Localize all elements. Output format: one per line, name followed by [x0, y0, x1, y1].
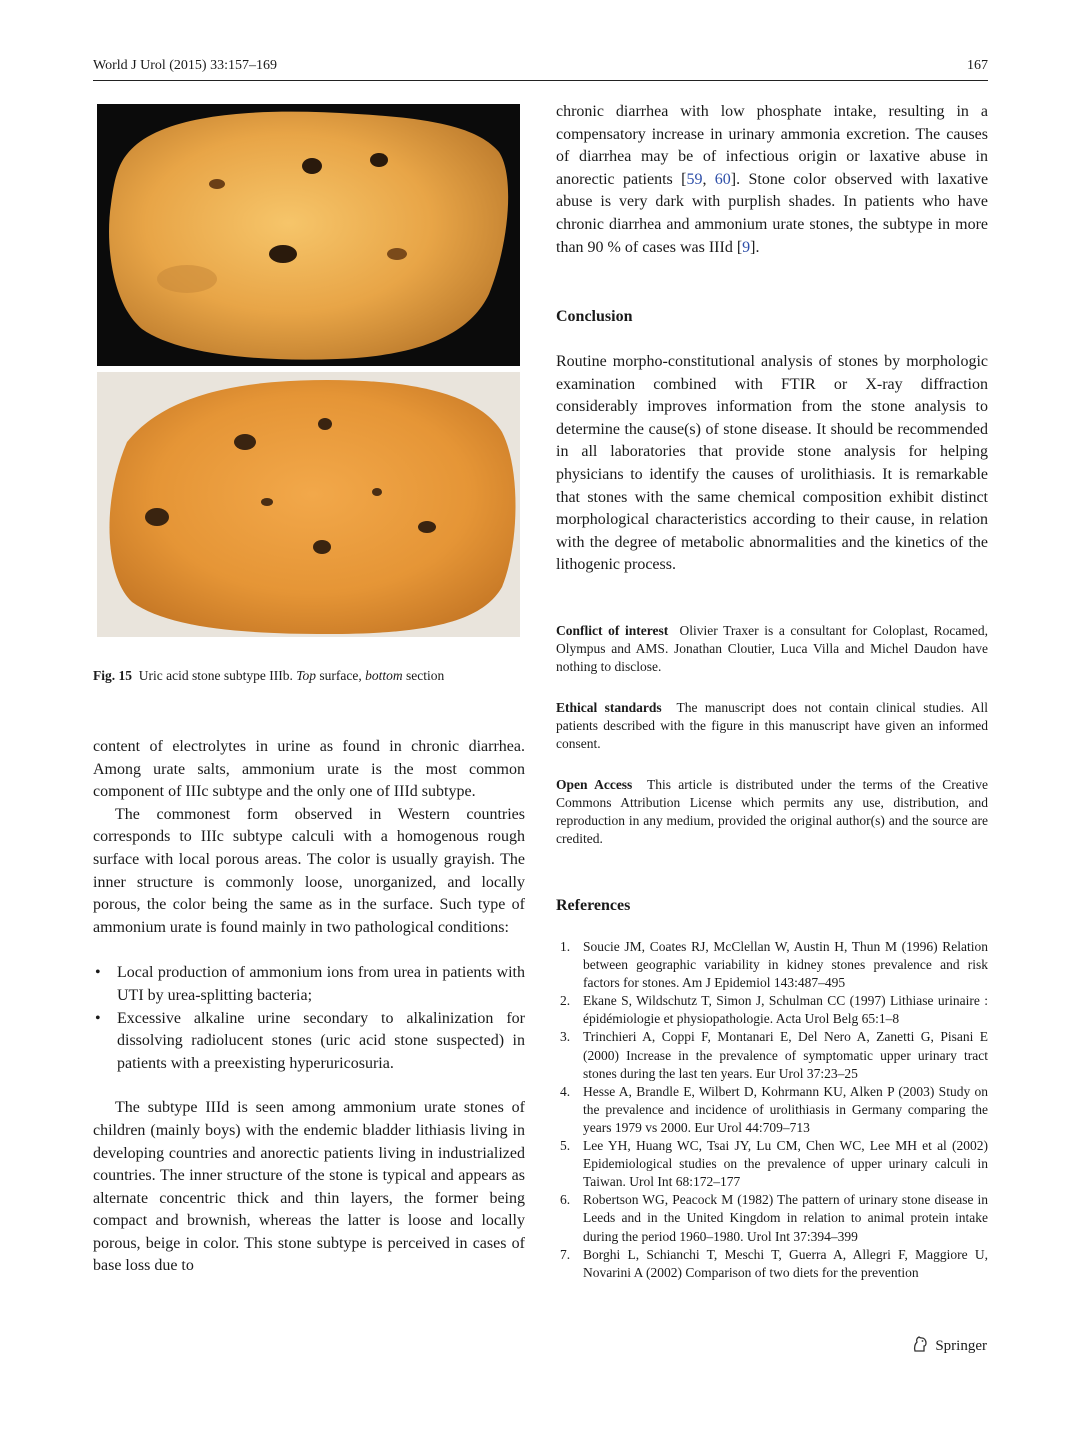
reference-number: 7. — [560, 1246, 571, 1262]
reference-item — [556, 992, 988, 1028]
oa-text: This article is distributed under the terms of the Creative Commons Attribution License which permits any use, distribution, and reproduction in any medium, provided the original author(s) and the source are credited. — [556, 777, 989, 847]
caption-mid: surface, — [319, 668, 362, 683]
figure-photo-top-surface — [97, 104, 520, 366]
reference-number: 5. — [560, 1138, 571, 1154]
reference-text: Soucie JM, Coates RJ, McClellan W, Austin H, Thun M (1996) Relation between geographic variability in kidney stones prevalence and risk factors for stones. Am J Epidemiol 143:487–495 — [583, 939, 988, 991]
reference-text: Hesse A, Brandle E, Wilbert D, Kohrmann KU, Alken P (2003) Study on the prevalence and incidence of urolithiasis in Germany comparing the years 1979 vs 2000. Eur Urol 44:709–713 — [583, 1083, 988, 1135]
reference-item — [556, 1246, 988, 1282]
references-heading: References — [556, 897, 631, 914]
left-paragraph-2: The commonest form observed in Western countries corresponds to IIIc subtype calculi with a homogenous rough surface with local porous areas. The color is usually grayish. The inner structure is commonly loose, unorganized, and locally porous, the color being the same as in the surface. Such type of ammonium urate is found mainly in two pathological conditions: — [93, 805, 525, 936]
caption-prefix: Uric acid stone subtype IIIb. — [138, 668, 293, 683]
bullet-list — [93, 962, 525, 1075]
right-paragraph-1-text: chronic diarrhea with low phosphate intake, resulting in a compensatory increase in urinary ammonia excretion. The causes of diarrhea may be of infectious origin or laxative abuse in anorectic patients — [556, 103, 988, 188]
conflict-of-interest — [556, 622, 988, 676]
citation-link[interactable]: 60 — [714, 170, 731, 188]
citation-link[interactable]: 59 — [686, 170, 703, 188]
figure-label: Fig. 15 — [93, 668, 132, 683]
figure-photo-bottom-section — [97, 372, 520, 637]
reference-number: 2. — [560, 993, 571, 1009]
ethical-standards — [556, 699, 988, 753]
springer-horse-icon — [911, 1335, 929, 1358]
conclusion-text: Routine morpho-constitutional analysis of stones by morphologic examination combined with FTIR or X-ray diffraction considerably improves information from the stone analysis to determine the cause(s) of stone disease. It should be recommended in all laboratories that provide stone analysis for helping physicians to identify the causes of urolithiasis. It is remarkable that stones with the same chemical composition exhibit distinct morphological characteristics according to their cause, in relation with the degree of metabolic abnormalities and the kinetics of the lithogenic process. — [556, 353, 988, 574]
reference-text: Borghi L, Schianchi T, Meschi T, Guerra A, Allegri F, Maggiore U, Novarini A (2002) Comparison of two diets for the prevention — [583, 1246, 988, 1280]
right-paragraph-1: chronic diarrhea with low phosphate intake, resulting in a compensatory increase in urinary ammonia excretion. The causes of diarrhea may be of infectious origin or laxative abuse in anorectic patients [59, 60]. Stone color observed with laxative abuse is very dark with purplish shades. In patients who have chronic diarrhea and ammonium urate stones, the subtype in more than 90 % of cases was IIId [9]. — [556, 103, 989, 256]
header-rule — [93, 80, 988, 81]
reference-number: 6. — [560, 1192, 571, 1208]
left-paragraph-1: content of electrolytes in urine as found in chronic diarrhea. Among urate salts, ammonium urate is the most common component of IIIc subtype and the only one of IIId subtype. — [93, 738, 525, 801]
publisher-logo — [911, 1335, 987, 1358]
citation-link[interactable]: 9 — [742, 238, 751, 256]
reference-item — [556, 1028, 988, 1082]
oa-label: Open Access — [556, 777, 633, 792]
figure-caption — [93, 667, 523, 685]
running-header-journal: World J Urol (2015) 33:157–169 — [93, 58, 277, 73]
ethics-label: Ethical standards — [556, 700, 662, 715]
reference-item — [556, 1191, 988, 1245]
reference-number: 1. — [560, 939, 571, 954]
right-column-top — [556, 101, 988, 259]
reference-item — [556, 1083, 988, 1137]
caption-end: section — [405, 668, 445, 683]
reference-number: 4. — [560, 1083, 571, 1099]
page-number: 167 — [967, 58, 988, 73]
reference-text: Lee YH, Huang WC, Tsai JY, Lu CM, Chen WC, Lee MH et al (2002) Epidemiological studies on the prevalence of upper urinary calculi in Taiwan. Urol Int 68:172–177 — [583, 1138, 988, 1190]
caption-italic-top: Top — [296, 668, 316, 683]
conclusion-heading: Conclusion — [556, 308, 633, 325]
reference-item — [556, 938, 988, 992]
reference-item — [556, 1137, 988, 1191]
ethics-text: The manuscript does not contain clinical studies. All patients described with the figure in this manuscript have given an informed consent. — [556, 700, 988, 752]
reference-text: Robertson WG, Peacock M (1982) The pattern of urinary stone disease in Leeds and in the United Kingdom in relation to animal protein intake during the period 1960–1980. Urol Int 37:394–399 — [583, 1192, 988, 1244]
publisher-name: Springer — [935, 1338, 987, 1354]
reference-number: 3. — [560, 1029, 571, 1045]
reference-list — [556, 938, 988, 1282]
open-access — [556, 776, 988, 848]
right-paragraph-1-text-b: Stone color observed with laxative abuse is very dark with purplish shades. In patients who have chronic diarrhea and ammonium urate stones, the subtype in more than 90 % of cases was IIId — [556, 170, 989, 256]
bullet-item: • Excessive alkaline urine secondary to alkalinization for dissolving radiolucent stones (uric acid stone suspected) in patients with a preexisting hyperuricosuria. — [93, 1008, 525, 1076]
reference-text: Ekane S, Wildschutz T, Simon J, Schulman CC (1997) Lithiase urinaire : épidémiologie et physiopathologie. Acta Urol Belg 65:1–8 — [583, 993, 988, 1027]
bullet-item: • Local production of ammonium ions from urea in patients with UTI by urea-splitting bacteria; — [93, 962, 525, 1007]
left-paragraph-3: The subtype IIId is seen among ammonium urate stones of children (mainly boys) with the endemic bladder lithiasis living in developing countries and anorectic patients living in industrialized countries. The inner structure of the stone is typical and appears as alternate concentric thick and thin layers, the former being compact and brownish, whereas the latter is loose and locally porous, beige in color. This stone subtype is perceived in cases of base loss due to — [93, 1099, 525, 1275]
reference-text: Trinchieri A, Coppi F, Montanari E, Del Nero A, Zanetti G, Pisani E (2000) Increase in the prevalence of symptomatic upper urinary tract stones during the last ten years. Eur Urol 37:23–25 — [583, 1029, 988, 1081]
coi-text: Olivier Traxer is a consultant for Coloplast, Rocamed, Olympus and AMS. Jonathan Cloutier, Luca Villa and Michel Daudon have nothing to disclose. — [556, 623, 989, 675]
coi-label: Conflict of interest — [556, 623, 669, 638]
left-column — [93, 736, 525, 1278]
caption-italic-bottom: bottom — [365, 668, 403, 683]
